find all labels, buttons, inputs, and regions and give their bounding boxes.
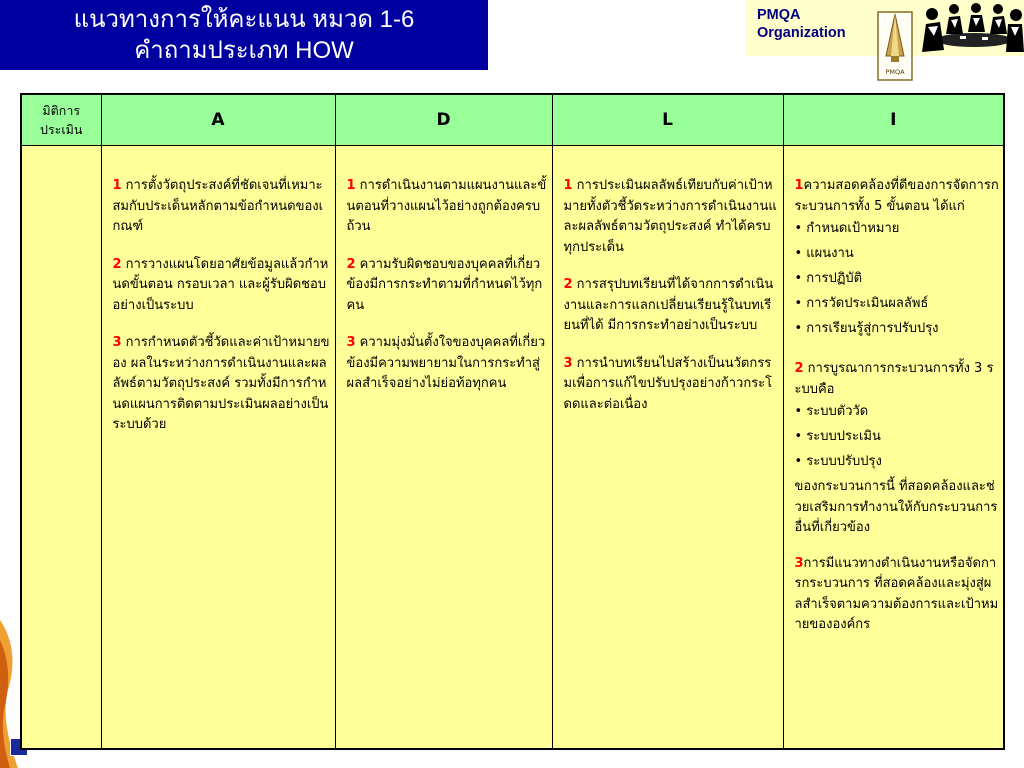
cell-d (335, 146, 552, 750)
l-item-2: 2 การสรุปบทเรียนที่ได้จากการดำเนินงานและการแลกเปลี่ยนเรียนรู้ในบทเรียนที่ได้ มีการกระทำอย่างเป็นระบบ (563, 277, 774, 333)
d-item-1: 1 การดำเนินงานตามแผนงานและขั้นตอนที่วางแผนไว้อย่างถูกต้องครบถ้วน (346, 178, 547, 234)
a-item-2: 2 การวางแผนโดยอาศัยข้อมูลแล้วกำหนดขั้นตอน กรอบเวลา และผู้รับผิดชอบอย่างเป็นระบบ (112, 256, 329, 313)
i-bullet: • แผนงาน (794, 246, 854, 261)
cell-i (783, 146, 1004, 750)
header-dimension: มิติการ ประเมิน (21, 94, 101, 146)
pmqa-logo-icon (875, 8, 915, 84)
i-item-1: 1ความสอดคล้องที่ดีของการจัดการกระบวนการทั้ง 5 ขั้นตอน ได้แก่ (794, 178, 999, 214)
slide-title-line-1: แนวทางการให้คะแนน หมวด 1-6 (73, 6, 415, 33)
business-meeting-icon (920, 0, 1024, 56)
i-item-3: 3การมีแนวทางดำเนินงานหรือจัดการกระบวนการ ที่สอดคล้องและมุ่งสู่ผลสำเร็จตามความต้องการและเป้าหมายขององค์กร (794, 555, 999, 632)
a-item-1: 1 การตั้งวัตถุประสงค์ที่ชัดเจนที่เหมาะสมกับประเด็นหลักตามข้อกำหนดของเกณฑ์ (112, 178, 324, 234)
header-l: L (552, 94, 783, 146)
i-bullet: • ระบบตัววัด (794, 404, 869, 419)
cell-a (101, 146, 335, 750)
i-bullet: • การเรียนรู้สู่การปรับปรุง (794, 321, 939, 336)
d-item-2: 2 ความรับผิดชอบของบุคคลที่เกี่ยวข้องมีการกระทำตามที่กำหนดไว้ทุกคน (346, 256, 543, 313)
pmqa-logo-text: PMQA (885, 68, 905, 76)
i-bullet: • การวัดประเมินผลลัพธ์ (794, 296, 929, 311)
dimension-cell (21, 146, 101, 750)
criteria-table (20, 93, 1005, 750)
i-bullet: • กำหนดเป้าหมาย (794, 221, 900, 236)
slide-title-line-2: คำถามประเภท HOW (134, 37, 354, 64)
org-label-line-1: PMQA (757, 7, 801, 23)
table-body-row (21, 146, 1004, 750)
a-item-3: 3 การกำหนดตัวชี้วัดและค่าเป้าหมายของ ผลในระหว่างการดำเนินงานและผลลัพธ์ตามวัตถุประสงค์ รวมทั้งมีการกำหนดแผนการติดตามประเมินผลอย่างเป็นระบบด้วย (112, 335, 330, 432)
header-i: I (783, 94, 1004, 146)
i-bullet: • การปฏิบัติ (794, 271, 863, 286)
org-label-line-2: Organization (757, 25, 846, 41)
i-bullet: • ระบบปรับปรุง (794, 454, 882, 469)
i-item-2-tail: ของกระบวนการนี้ ที่สอดคล้องและช่วยเสริมการทำงานให้กับกระบวนการอื่นที่เกี่ยวข้อง (794, 479, 998, 535)
d-item-3: 3 ความมุ่งมั่นตั้งใจของบุคคลที่เกี่ยวข้องมีความพยายามในการกระทำสู่ผลสำเร็จอย่างไม่ย่อท้อทุกคน (346, 335, 546, 391)
slide-title (0, 0, 488, 70)
org-label (757, 6, 846, 42)
org-header (745, 0, 1024, 76)
header-a: A (101, 94, 335, 146)
l-item-3: 3 การนำบทเรียนไปสร้างเป็นนวัตกรรมเพื่อการแก้ไขปรับปรุงอย่างก้าวกระโดดและต่อเนื่อง (563, 355, 773, 412)
l-item-1: 1 การประเมินผลลัพธ์เทียบกับค่าเป้าหมายทั้งตัวชี้วัดระหว่างการดำเนินงานและผลลัพธ์ตามวัตถุประสงค์ ทำได้ครบทุกประเด็น (563, 178, 777, 255)
table-header-row (21, 94, 1004, 146)
i-item-2: 2 การบูรณาการกระบวนการทั้ง 3 ระบบคือ (794, 361, 994, 397)
i-bullet: • ระบบประเมิน (794, 429, 881, 444)
header-d: D (335, 94, 552, 146)
cell-l (552, 146, 783, 750)
